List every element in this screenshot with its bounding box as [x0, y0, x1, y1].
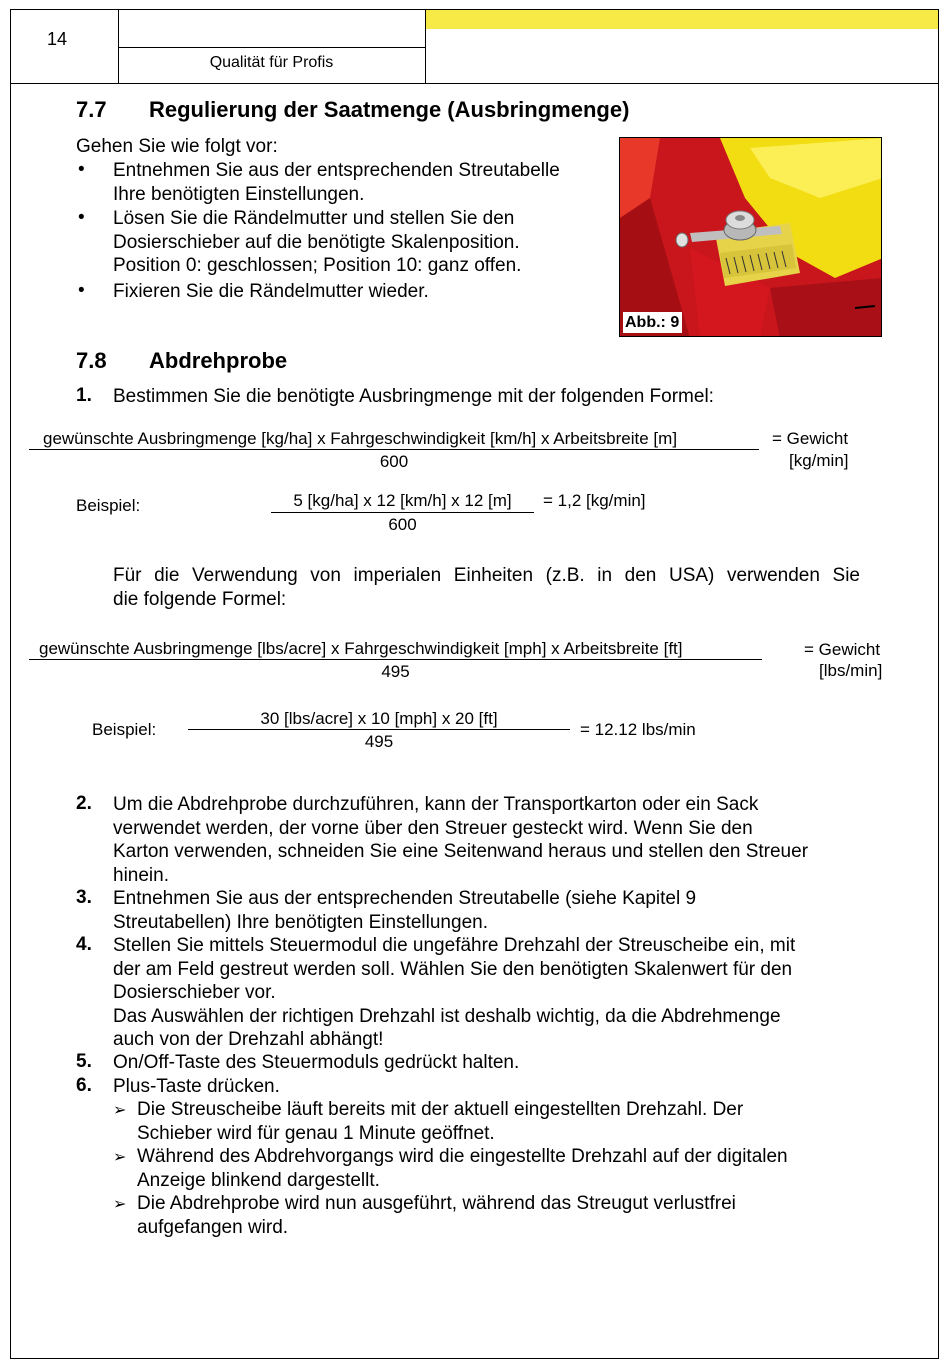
arrow-bullet-icon: ➢: [113, 1102, 127, 1119]
step-number: 2.: [76, 793, 92, 814]
example-denominator: 495: [364, 732, 394, 751]
example-numerator: 30 [lbs/acre] x 10 [mph] x 20 [ft]: [260, 709, 498, 728]
imperial-note: Für die Verwendung von imperialen Einheiten (z.B. in den USA) verwenden Sie die folgende Formel:: [113, 565, 860, 610]
formula-denominator: 600: [379, 452, 409, 471]
fraction-line: [188, 729, 570, 730]
step-text: Stellen Sie mittels Steuermodul die ungefähre Drehzahl der Streuscheibe ein, mit der am Feld gestreut werden soll. Wählen Sie den benötigten Skalenwert für den Dosierschieber vor. Das Auswählen der richtigen Drehzahl ist deshalb wichtig, da die Abdrehmenge auch von der Drehzahl abhängt!: [113, 935, 796, 1050]
step-text: Entnehmen Sie aus der entsprechenden Streutabelle (siehe Kapitel 9 Streutabellen) Ihre benötigten Einstellungen.: [113, 888, 697, 933]
substep-text: Während des Abdrehvorgangs wird die eingestellte Drehzahl auf der digitalen Anzeige blinkend dargestellt.: [137, 1146, 788, 1191]
fraction-line: [271, 512, 534, 513]
step-number: 3.: [76, 887, 92, 908]
bullet-dot: •: [78, 280, 85, 301]
section-title: Regulierung der Saatmenge (Ausbringmenge): [149, 97, 630, 122]
example-label: Beispiel:: [76, 496, 141, 515]
formula-result-unit: [lbs/min]: [819, 661, 883, 680]
figure-caption: Abb.: 9: [623, 312, 682, 333]
arrow-bullet-icon: ➢: [113, 1149, 127, 1166]
formula-numerator: gewünschte Ausbringmenge [kg/ha] x Fahrgeschwindigkeit [km/h] x Arbeitsbreite [m]: [43, 429, 678, 448]
formula-denominator: 495: [381, 662, 410, 681]
fraction-line: [29, 659, 762, 660]
example-result: = 1,2 [kg/min]: [543, 491, 646, 510]
fraction-line: [29, 449, 759, 450]
step-number: 5.: [76, 1051, 92, 1072]
arrow-bullet-icon: ➢: [113, 1196, 127, 1213]
header-accent-bar: [426, 10, 938, 29]
example-result: = 12.12 lbs/min: [580, 720, 696, 739]
header-divider: [10, 83, 939, 84]
page-number: 14: [47, 29, 68, 49]
step-text: Bestimmen Sie die benötigte Ausbringmenge mit der folgenden Formel:: [113, 386, 714, 407]
step-number: 4.: [76, 934, 92, 955]
step-text: Plus-Taste drücken.: [113, 1076, 280, 1097]
section-title: Abdrehprobe: [149, 348, 288, 373]
bullet-item: Lösen Sie die Rändelmutter und stellen Sie den Dosierschieber auf die benötigte Skalenposition. Position 0: geschlossen; Position 10: ganz offen.: [113, 208, 522, 276]
bullet-item: Fixieren Sie die Rändelmutter wieder.: [113, 281, 429, 302]
formula-numerator: gewünschte Ausbringmenge [lbs/acre] x Fahrgeschwindigkeit [mph] x Arbeitsbreite [ft]: [39, 639, 683, 658]
header-tagline: Qualität für Profis: [209, 54, 334, 71]
example-denominator: 600: [388, 515, 417, 534]
substep-text: Die Abdrehprobe wird nun ausgeführt, während das Streugut verlustfrei aufgefangen wird.: [137, 1193, 736, 1238]
formula-result: = Gewicht: [772, 429, 849, 448]
formula-result-unit: [kg/min]: [789, 451, 849, 470]
intro-text: Gehen Sie wie folgt vor:: [76, 136, 278, 157]
bullet-item: Entnehmen Sie aus der entsprechenden Streutabelle Ihre benötigten Einstellungen.: [113, 160, 560, 205]
step-text: Um die Abdrehprobe durchzuführen, kann der Transportkarton oder ein Sack verwendet werden, der vorne über den Streuer gesteckt wird. Wenn Sie den Karton verwenden, schneiden Sie eine Seitenwand heraus und stellen den Streuer hinein.: [113, 794, 809, 886]
section-number: 7.7: [76, 97, 107, 122]
section-number: 7.8: [76, 348, 107, 373]
step-text: On/Off-Taste des Steuermoduls gedrückt halten.: [113, 1052, 520, 1073]
substep-text: Die Streuscheibe läuft bereits mit der aktuell eingestellten Drehzahl. Der Schieber wird für genau 1 Minute geöffnet.: [137, 1099, 744, 1144]
bullet-dot: •: [78, 207, 85, 228]
example-label: Beispiel:: [92, 720, 157, 739]
bullet-dot: •: [78, 159, 85, 180]
spreader-photo: [619, 137, 882, 337]
step-number: 6.: [76, 1075, 92, 1096]
spreader-illustration: [620, 138, 882, 337]
header-row-divider: [118, 47, 425, 48]
formula-result: = Gewicht: [804, 640, 881, 659]
example-numerator: 5 [kg/ha] x 12 [km/h] x 12 [m]: [293, 491, 512, 510]
step-number: 1.: [76, 385, 92, 406]
